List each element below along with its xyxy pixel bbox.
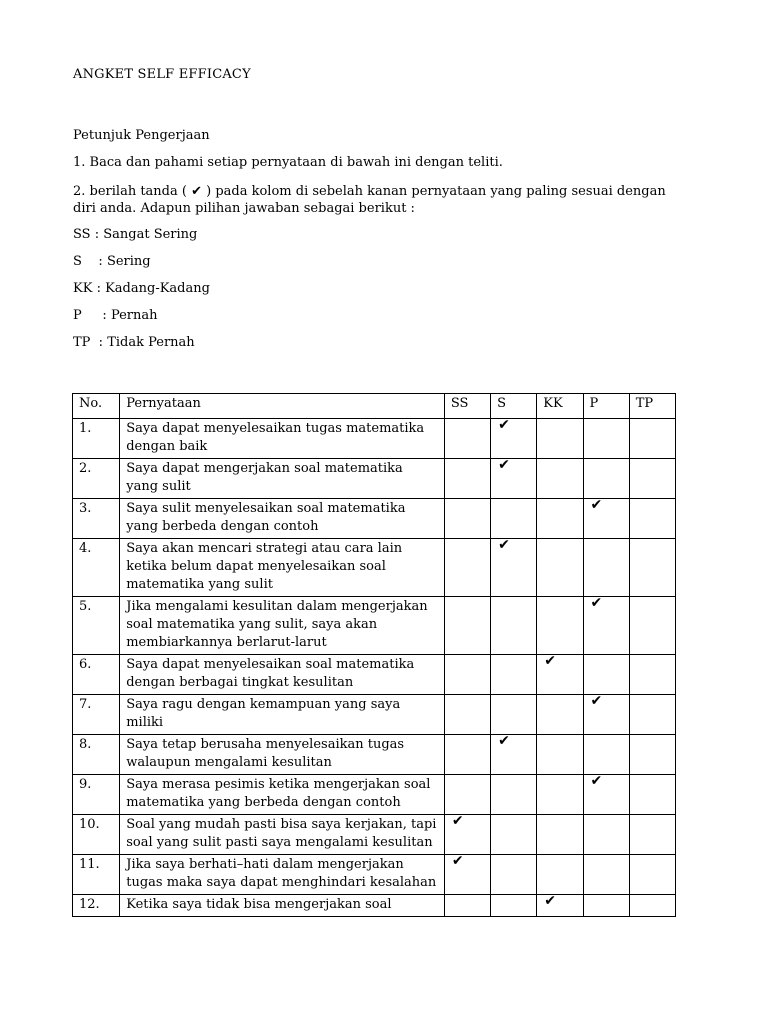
answer-cell-ss[interactable] [444,419,490,459]
answer-cell-ss[interactable] [444,855,490,895]
option-separator: : [81,254,107,269]
answer-cell-tp[interactable] [629,735,675,775]
answer-cell-s[interactable] [491,597,537,655]
answer-cell-s[interactable] [491,459,537,499]
header-p: P [583,394,629,419]
check-mark-icon: ✔ [498,537,510,553]
check-mark-icon: ✔ [590,497,603,513]
questionnaire-table [72,393,676,917]
table-row [73,895,676,917]
row-statement: Jika mengalami kesulitan dalam mengerjakan soal matematika yang sulit, saya akan membiarkannya berlarut-larut [120,597,445,655]
check-mark-icon: ✔ [451,853,464,869]
answer-cell-tp[interactable] [629,459,675,499]
answer-cell-kk[interactable] [537,695,583,735]
table-row [73,815,676,855]
table-row [73,419,676,459]
answer-cell-kk[interactable] [537,419,583,459]
option-separator: : [90,335,108,350]
answer-cell-kk[interactable] [537,895,583,917]
row-statement: Saya dapat menyelesaikan tugas matematika dengan baik [120,419,445,459]
header-tp: TP [629,394,675,419]
answer-cell-p[interactable] [583,775,629,815]
row-number: 5. [73,597,120,655]
row-number: 8. [73,735,120,775]
answer-cell-p[interactable] [583,655,629,695]
check-mark-icon: ✔ [590,693,603,709]
row-statement: Saya dapat menyelesaikan soal matematika dengan berbagai tingkat kesulitan [120,655,445,695]
row-number: 6. [73,655,120,695]
option-label: Pernah [110,308,158,323]
answer-cell-kk[interactable] [537,459,583,499]
instructions-heading: Petunjuk Pengerjaan [73,128,210,143]
instruction-step-2: 2. berilah tanda ( ✔ ) pada kolom di sebelah kanan pernyataan yang paling sesuai dengan diri anda. Adapun pilihan jawaban sebagai berikut : [73,184,666,216]
check-mark-icon: ✔ [590,773,603,789]
option-label: Kadang-Kadang [105,281,210,296]
option-tp [73,335,195,350]
answer-cell-s[interactable] [491,419,537,459]
option-code: TP [73,335,91,350]
answer-cell-ss[interactable] [444,695,490,735]
answer-cell-tp[interactable] [629,815,675,855]
answer-cell-s[interactable] [491,775,537,815]
row-statement: Saya sulit menyelesaikan soal matematika yang berbeda dengan contoh [120,499,445,539]
answer-cell-kk[interactable] [537,539,583,597]
table-header-row [73,394,676,419]
option-separator: : [81,308,111,323]
answer-cell-s[interactable] [491,815,537,855]
answer-cell-ss[interactable] [444,499,490,539]
answer-cell-tp[interactable] [629,855,675,895]
answer-cell-kk[interactable] [537,815,583,855]
answer-cell-p[interactable] [583,539,629,597]
check-mark-icon: ✔ [498,417,510,433]
row-number: 7. [73,695,120,735]
row-number: 2. [73,459,120,499]
answer-cell-p[interactable] [583,419,629,459]
row-statement: Saya tetap berusaha menyelesaikan tugas walaupun mengalami kesulitan [120,735,445,775]
option-code: P [73,308,82,323]
answer-cell-ss[interactable] [444,539,490,597]
answer-cell-p[interactable] [583,815,629,855]
header-statement: Pernyataan [120,394,445,419]
answer-cell-tp[interactable] [629,539,675,597]
row-number: 3. [73,499,120,539]
answer-cell-s[interactable] [491,735,537,775]
option-code: KK [73,281,93,296]
answer-cell-tp[interactable] [629,895,675,917]
table-row [73,597,676,655]
option-label: Sering [106,254,151,269]
table-row [73,499,676,539]
check-mark-icon: ✔ [498,457,510,473]
row-statement: Soal yang mudah pasti bisa saya kerjakan, tapi soal yang sulit pasti saya mengalami kesulitan [120,815,445,855]
table-row [73,539,676,597]
row-statement: Ketika saya tidak bisa mengerjakan soal [120,895,445,917]
option-label: Tidak Pernah [107,335,195,350]
row-statement: Saya dapat mengerjakan soal matematika yang sulit [120,459,445,499]
row-number: 12. [73,895,120,917]
option-s [73,254,151,269]
table-row [73,855,676,895]
option-kk [73,281,210,296]
check-mark-icon: ✔ [451,813,464,829]
header-ss: SS [444,394,490,419]
header-s: S [491,394,537,419]
option-p [73,308,158,323]
answer-cell-p[interactable] [583,895,629,917]
answer-cell-kk[interactable] [537,655,583,695]
header-no: No. [73,394,120,419]
row-number: 11. [73,855,120,895]
answer-cell-kk[interactable] [537,855,583,895]
answer-cell-ss[interactable] [444,775,490,815]
answer-cell-ss[interactable] [444,815,490,855]
check-mark-icon: ✔ [590,595,603,611]
row-statement: Saya akan mencari strategi atau cara lain ketika belum dapat menyelesaikan soal matematika yang sulit [120,539,445,597]
answer-cell-p[interactable] [583,735,629,775]
table-row [73,775,676,815]
row-statement: Saya ragu dengan kemampuan yang saya miliki [120,695,445,735]
answer-cell-tp[interactable] [629,597,675,655]
check-mark-icon: ✔ [544,653,557,669]
answer-cell-p[interactable] [583,695,629,735]
option-separator: : [90,227,104,242]
answer-cell-ss[interactable] [444,735,490,775]
answer-cell-ss[interactable] [444,895,490,917]
answer-cell-ss[interactable] [444,459,490,499]
answer-cell-s[interactable] [491,655,537,695]
row-number: 4. [73,539,120,597]
answer-cell-p[interactable] [583,459,629,499]
answer-cell-s[interactable] [491,695,537,735]
table-row [73,459,676,499]
answer-cell-tp[interactable] [629,775,675,815]
answer-cell-p[interactable] [583,499,629,539]
answer-cell-kk[interactable] [537,597,583,655]
answer-cell-tp[interactable] [629,499,675,539]
row-number: 10. [73,815,120,855]
answer-cell-kk[interactable] [537,499,583,539]
answer-cell-tp[interactable] [629,655,675,695]
answer-cell-ss[interactable] [444,597,490,655]
answer-cell-p[interactable] [583,855,629,895]
option-code: SS [73,227,91,242]
row-number: 1. [73,419,120,459]
check-mark-icon: ✔ [498,733,510,749]
row-statement: Jika saya berhati–hati dalam mengerjakan tugas maka saya dapat menghindari kesalahan [120,855,445,895]
row-number: 9. [73,775,120,815]
header-kk: KK [537,394,583,419]
check-mark-icon: ✔ [544,893,557,909]
answer-cell-s[interactable] [491,855,537,895]
answer-cell-kk[interactable] [537,775,583,815]
answer-cell-s[interactable] [491,539,537,597]
table-row [73,735,676,775]
option-label: Sangat Sering [103,227,198,242]
option-code: S [73,254,82,269]
row-statement: Saya merasa pesimis ketika mengerjakan soal matematika yang berbeda dengan contoh [120,775,445,815]
answer-cell-kk[interactable] [537,735,583,775]
answer-cell-tp[interactable] [629,695,675,735]
answer-cell-ss[interactable] [444,655,490,695]
option-separator: : [92,281,106,296]
answer-cell-tp[interactable] [629,419,675,459]
document-title: ANGKET SELF EFFICACY [73,67,251,82]
instruction-step-1: 1. Baca dan pahami setiap pernyataan di bawah ini dengan teliti. [73,155,503,170]
table-row [73,655,676,695]
table-row [73,695,676,735]
answer-cell-s[interactable] [491,499,537,539]
answer-cell-p[interactable] [583,597,629,655]
table-body [73,419,676,917]
answer-cell-s[interactable] [491,895,537,917]
option-ss [73,227,197,242]
